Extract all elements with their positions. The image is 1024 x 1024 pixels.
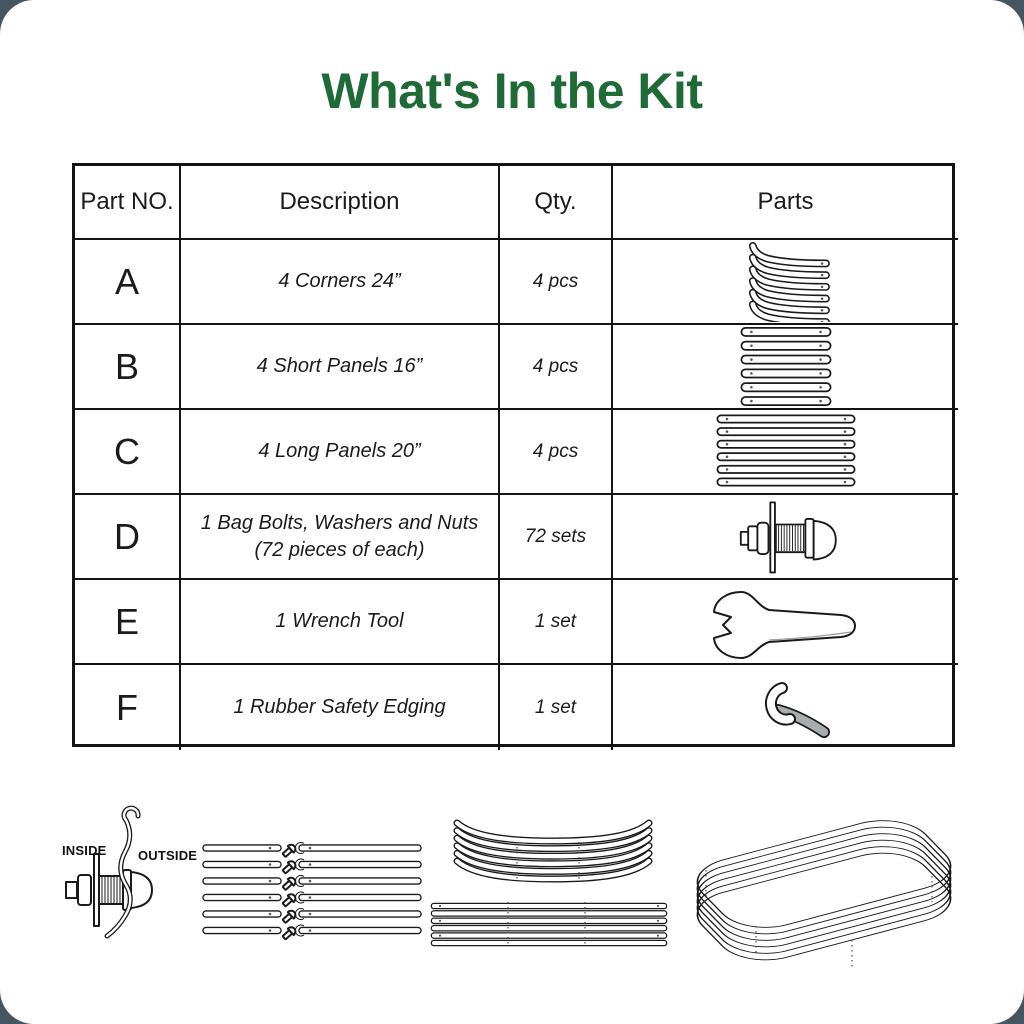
parts-table bbox=[72, 163, 955, 747]
part-letter: E bbox=[75, 580, 181, 665]
assembled-garden-bed-diagram bbox=[672, 788, 982, 983]
part-icon-cell bbox=[613, 495, 958, 580]
part-icon-cell bbox=[613, 410, 958, 495]
header-parts: Parts bbox=[613, 166, 958, 240]
bolt-through-panel-drawing bbox=[48, 792, 213, 960]
part-qty: 4 pcs bbox=[500, 325, 613, 410]
part-icon-cell bbox=[613, 325, 958, 410]
part-qty: 72 sets bbox=[500, 495, 613, 580]
part-description: 4 Corners 24” bbox=[181, 240, 500, 325]
part-letter: C bbox=[75, 410, 181, 495]
part-description: 1 Rubber Safety Edging bbox=[181, 665, 500, 750]
corner-assembly-and-panel-stack-diagram bbox=[428, 818, 678, 968]
wrench-icon bbox=[701, 582, 871, 662]
part-letter: D bbox=[75, 495, 181, 580]
part-qty: 1 set bbox=[500, 580, 613, 665]
header-description: Description bbox=[181, 166, 500, 240]
part-description: 1 Wrench Tool bbox=[181, 580, 500, 665]
part-description bbox=[181, 495, 500, 580]
part-qty: 4 pcs bbox=[500, 240, 613, 325]
header-part-no: Part NO. bbox=[75, 166, 181, 240]
part-description: 4 Long Panels 20” bbox=[181, 410, 500, 495]
part-description-line1: 1 Bag Bolts, Washers and Nuts bbox=[200, 511, 479, 534]
rubber-edging-icon bbox=[726, 666, 846, 750]
panels-bolted-together-diagram bbox=[202, 840, 422, 952]
header-qty: Qty. bbox=[500, 166, 613, 240]
bolt-washer-nut-icon bbox=[711, 495, 861, 578]
corner-assembly-drawing bbox=[428, 818, 678, 968]
inside-label: INSIDE bbox=[62, 843, 107, 858]
short-panels-stack-icon bbox=[731, 325, 841, 408]
assembled-bed-drawing bbox=[672, 788, 982, 983]
part-description: 4 Short Panels 16” bbox=[181, 325, 500, 410]
part-description-line2: (72 pieces of each) bbox=[254, 538, 425, 561]
part-letter: A bbox=[75, 240, 181, 325]
part-icon-cell bbox=[613, 665, 958, 750]
outside-label: OUTSIDE bbox=[138, 848, 198, 863]
corner-panels-stack-icon bbox=[726, 242, 846, 322]
bolt-through-panel-diagram bbox=[48, 792, 213, 960]
part-icon-cell bbox=[613, 580, 958, 665]
part-qty: 1 set bbox=[500, 665, 613, 750]
part-letter: F bbox=[75, 665, 181, 750]
page-title: What's In the Kit bbox=[321, 63, 703, 119]
panels-bolted-drawing bbox=[202, 840, 422, 952]
long-panels-stack-icon bbox=[713, 412, 859, 492]
part-icon-cell bbox=[613, 240, 958, 325]
part-letter: B bbox=[75, 325, 181, 410]
part-qty: 4 pcs bbox=[500, 410, 613, 495]
